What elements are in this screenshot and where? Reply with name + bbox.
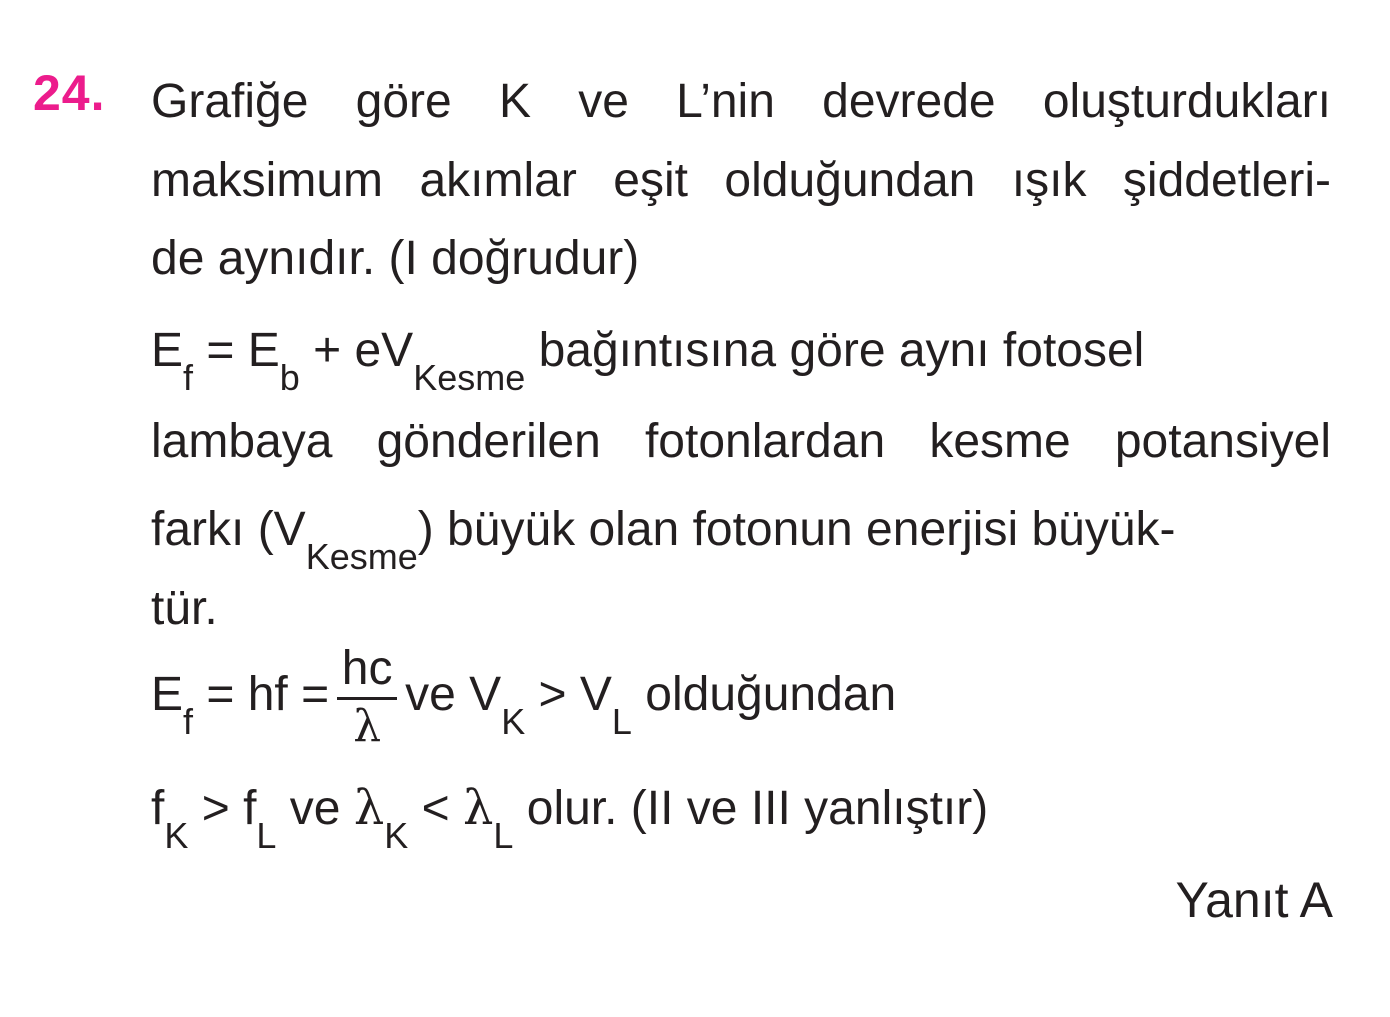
formula2-gt: > f: [188, 782, 257, 835]
paragraph1-line2: maksimum akımlar eşit olduğundan ışık şiddetleri-: [151, 154, 1331, 207]
formula1-l-sub: L: [611, 701, 632, 742]
paragraph2-line3: [151, 503, 1331, 577]
formula2-lambda2: λ: [462, 780, 494, 836]
eq-plus: + eV: [299, 324, 414, 377]
formula1-eq: = hf =: [193, 668, 330, 721]
formula2-l-sub: L: [256, 815, 277, 856]
formula2-ve: ve: [276, 782, 354, 835]
paragraph2-line1: [151, 324, 1331, 398]
formula2-k-sub2: K: [384, 815, 409, 856]
formula1: [151, 642, 1331, 752]
paragraph2-line2: lambaya gönderilen fotonlardan kesme potansiyel: [151, 415, 1331, 468]
paragraph2-line4: tür.: [151, 582, 218, 635]
paragraph2-line3-sub: Kesme: [305, 536, 418, 577]
formula2-l-sub2: L: [493, 815, 514, 856]
formula1-gt: > V: [525, 668, 612, 721]
paragraph2-line3-start: farkı (V: [151, 503, 306, 556]
fraction-numerator: hc: [341, 642, 393, 695]
eq-e: E: [151, 324, 184, 377]
formula2-lt: <: [408, 782, 463, 835]
answer-label: Yanıt A: [1175, 872, 1333, 928]
formula1-ve: ve V: [405, 668, 502, 721]
formula1-k-sub: K: [501, 701, 526, 742]
eq-b-sub: b: [279, 357, 300, 398]
formula1-f-sub: f: [183, 701, 194, 742]
paragraph1-line3: de aynıdır. (I doğrudur): [151, 232, 640, 285]
formula2-f1: f: [151, 782, 165, 835]
paragraph2-line1-rest: bağıntısına göre aynı fotosel: [525, 324, 1145, 377]
paragraph2-line3-rest: ) büyük olan fotonun enerjisi büyük-: [417, 503, 1176, 556]
fraction-denominator: λ: [353, 701, 382, 752]
eq-kesme-sub: Kesme: [413, 357, 526, 398]
formula2: [151, 780, 1331, 856]
paragraph1-line1: Grafiğe göre K ve L’nin devrede oluşturdukları: [151, 75, 1331, 128]
fraction-bar: [337, 697, 397, 700]
formula2-k-sub: K: [164, 815, 189, 856]
fraction-hc-over-lambda: [335, 642, 399, 752]
question-number: 24.: [33, 65, 106, 121]
eq-f-sub: f: [183, 357, 194, 398]
formula2-rest: olur. (II ve III yanlıştır): [513, 782, 989, 835]
formula1-e: E: [151, 668, 184, 721]
formula2-lambda1: λ: [353, 780, 385, 836]
eq-mid: = E: [193, 324, 280, 377]
formula1-rest: olduğundan: [631, 668, 897, 721]
